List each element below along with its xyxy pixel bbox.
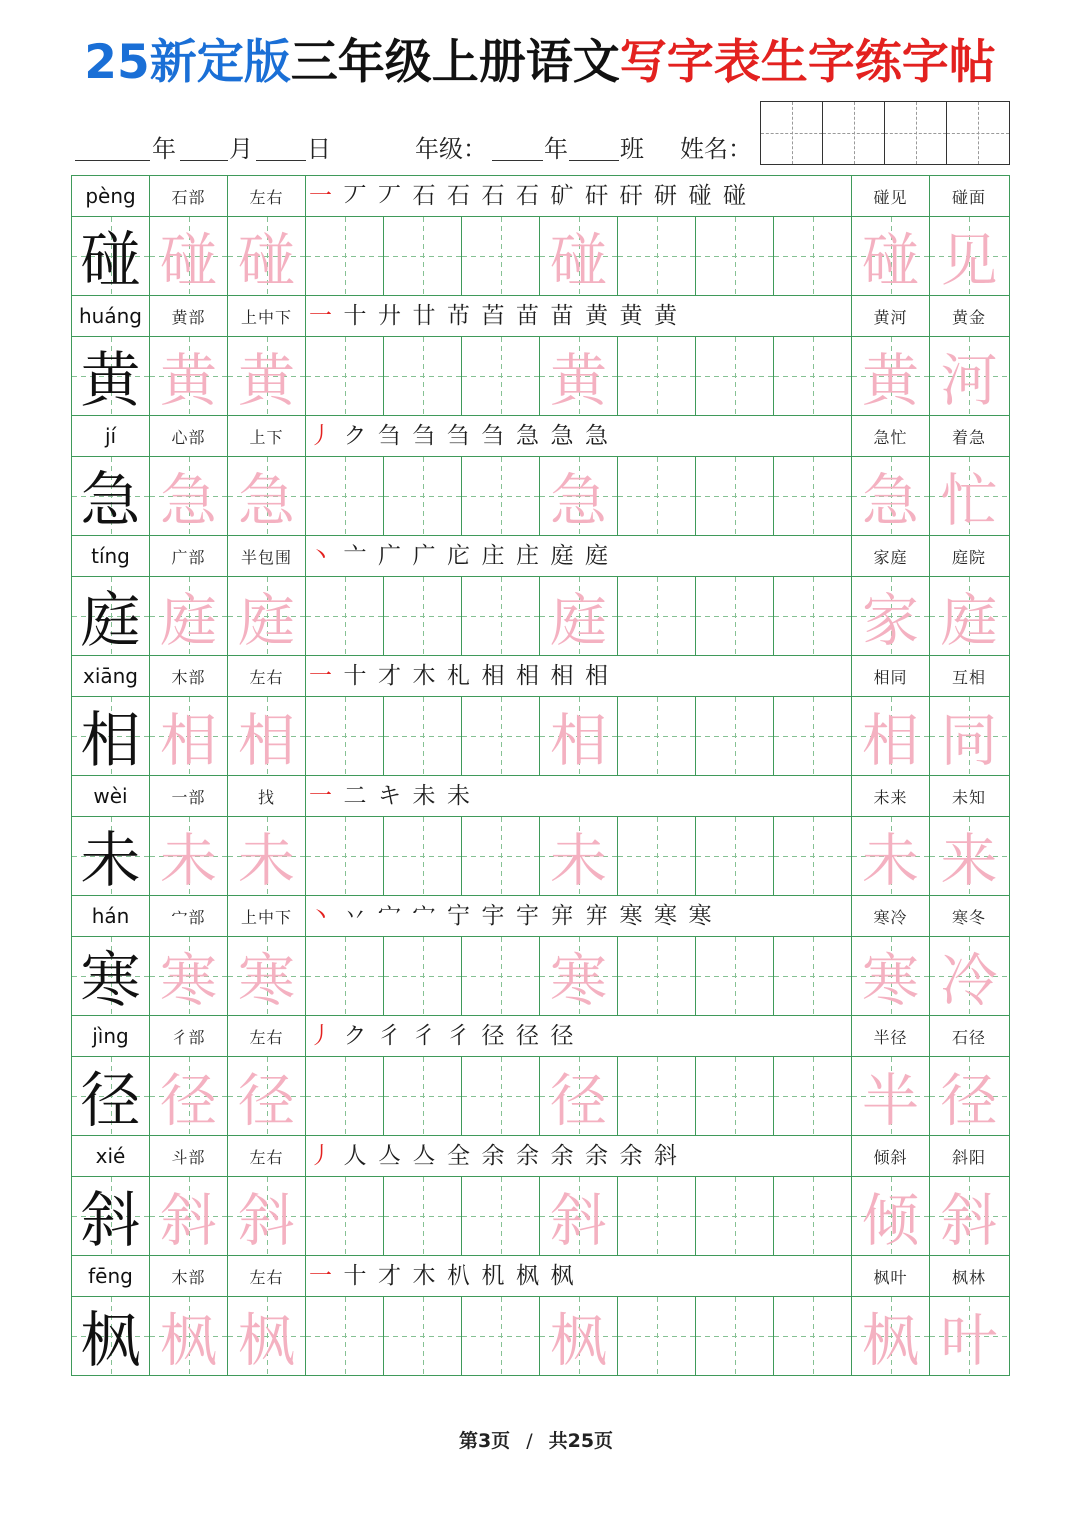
trace-character: 寒 — [150, 937, 228, 1015]
practice-cell — [618, 457, 696, 535]
practice-cell — [774, 577, 852, 655]
word-2: 寒冬 — [951, 907, 986, 927]
writing-row — [72, 1297, 1009, 1375]
character-block — [72, 1256, 1009, 1375]
model-character: 径 — [72, 1057, 150, 1135]
practice-grid — [71, 175, 1010, 1376]
trace-character: 急 — [228, 457, 306, 535]
pinyin: wèi — [72, 776, 150, 816]
practice-cell — [306, 1177, 384, 1255]
writing-row — [72, 1177, 1009, 1256]
stroke-order: 丶丷宀宀宁宇宇宑宑寒寒寒 — [306, 896, 852, 936]
trace-character: 寒 — [540, 937, 618, 1015]
trace-character: 相 — [540, 697, 618, 775]
radical: 宀部 — [150, 896, 228, 936]
practice-cell — [384, 817, 462, 895]
radical: 石部 — [150, 176, 228, 216]
stroke-order: 一二キ未未 — [306, 776, 852, 816]
structure: 左右 — [228, 1136, 306, 1176]
practice-cell — [696, 457, 774, 535]
grade-label: 年级： — [415, 135, 487, 163]
writing-row — [72, 217, 1009, 296]
trace-character: 相 — [228, 697, 306, 775]
page-footer — [0, 1429, 1072, 1453]
stroke-order: 丶亠广广庀庄庄庭庭 — [306, 536, 852, 576]
name-cell — [761, 102, 823, 164]
grade-year-label: 年 — [544, 135, 568, 163]
radical: 一部 — [150, 776, 228, 816]
word-2: 庭院 — [951, 547, 986, 567]
pinyin: tíng — [72, 536, 150, 576]
practice-cell — [618, 577, 696, 655]
radical: 木部 — [150, 656, 228, 696]
info-row — [72, 416, 1009, 457]
stroke-order: 丿ク彳彳彳径径径 — [306, 1016, 852, 1056]
trace-character: 庭 — [228, 577, 306, 655]
structure: 左右 — [228, 1016, 306, 1056]
trace-word-character: 庭 — [930, 577, 1008, 655]
practice-cell — [462, 337, 540, 415]
trace-character: 碰 — [228, 217, 306, 295]
practice-cell — [696, 1057, 774, 1135]
practice-cell — [774, 1177, 852, 1255]
model-character: 急 — [72, 457, 150, 535]
trace-character: 枫 — [150, 1297, 228, 1375]
character-block — [72, 896, 1009, 1016]
writing-row — [72, 577, 1009, 656]
trace-word-character: 黄 — [852, 337, 930, 415]
practice-cell — [462, 1297, 540, 1375]
pinyin: jìng — [72, 1016, 150, 1056]
practice-cell — [306, 817, 384, 895]
model-character: 黄 — [72, 337, 150, 415]
radical: 彳部 — [150, 1016, 228, 1056]
info-row — [72, 896, 1009, 937]
writing-row — [72, 1057, 1009, 1136]
practice-cell — [618, 1057, 696, 1135]
info-row — [72, 536, 1009, 577]
character-block — [72, 1136, 1009, 1256]
day-blank — [256, 133, 306, 161]
name-cell — [885, 102, 947, 164]
word-1: 未来 — [852, 776, 930, 816]
structure: 半包围 — [228, 536, 306, 576]
trace-character: 枫 — [540, 1297, 618, 1375]
word-1: 寒冷 — [852, 896, 930, 936]
trace-character: 枫 — [228, 1297, 306, 1375]
practice-cell — [774, 1057, 852, 1135]
character-block — [72, 296, 1009, 416]
radical: 黄部 — [150, 296, 228, 336]
word-1: 家庭 — [852, 536, 930, 576]
pinyin: xié — [72, 1136, 150, 1176]
practice-cell — [306, 937, 384, 1015]
practice-cell — [306, 1297, 384, 1375]
trace-character: 碰 — [150, 217, 228, 295]
trace-word-character: 同 — [930, 697, 1008, 775]
trace-character: 黄 — [150, 337, 228, 415]
stroke-order: 丿ク刍刍刍刍急急急 — [306, 416, 852, 456]
trace-word-character: 枫 — [852, 1297, 930, 1375]
practice-cell — [618, 697, 696, 775]
structure: 找 — [228, 776, 306, 816]
page-title — [0, 35, 1080, 91]
trace-character: 急 — [150, 457, 228, 535]
trace-character: 庭 — [540, 577, 618, 655]
practice-cell — [384, 577, 462, 655]
trace-word-character: 径 — [930, 1057, 1008, 1135]
radical: 心部 — [150, 416, 228, 456]
practice-cell — [696, 697, 774, 775]
practice-cell — [384, 337, 462, 415]
model-character: 寒 — [72, 937, 150, 1015]
word-2: 枫林 — [951, 1267, 986, 1287]
pinyin: pèng — [72, 176, 150, 216]
pinyin: huáng — [72, 296, 150, 336]
word-1: 半径 — [852, 1016, 930, 1056]
writing-row — [72, 337, 1009, 416]
structure: 左右 — [228, 656, 306, 696]
practice-cell — [306, 337, 384, 415]
info-row — [72, 1016, 1009, 1057]
trace-word-character: 急 — [852, 457, 930, 535]
stroke-order: 一十才木札相相相相 — [306, 656, 852, 696]
trace-character: 径 — [150, 1057, 228, 1135]
model-character: 斜 — [72, 1177, 150, 1255]
trace-character: 寒 — [228, 937, 306, 1015]
practice-cell — [774, 217, 852, 295]
character-block — [72, 176, 1009, 296]
trace-character: 黄 — [540, 337, 618, 415]
model-character: 相 — [72, 697, 150, 775]
writing-row — [72, 937, 1009, 1016]
practice-cell — [696, 817, 774, 895]
structure: 左右 — [228, 1256, 306, 1296]
class-blank — [569, 133, 619, 161]
model-character: 未 — [72, 817, 150, 895]
title-subject: 三年级上册语文 — [290, 35, 620, 90]
info-row — [72, 656, 1009, 697]
character-block — [72, 776, 1009, 896]
trace-character: 径 — [540, 1057, 618, 1135]
word-2: 互相 — [951, 667, 986, 687]
trace-word-character: 河 — [930, 337, 1008, 415]
trace-character: 斜 — [150, 1177, 228, 1255]
structure: 上中下 — [228, 896, 306, 936]
class-label: 班 — [620, 135, 644, 163]
character-block — [72, 1016, 1009, 1136]
practice-cell — [306, 1057, 384, 1135]
trace-word-character: 家 — [852, 577, 930, 655]
model-character: 庭 — [72, 577, 150, 655]
month-blank — [180, 133, 228, 161]
trace-word-character: 斜 — [930, 1177, 1008, 1255]
trace-word-character: 相 — [852, 697, 930, 775]
trace-character: 庭 — [150, 577, 228, 655]
practice-cell — [774, 937, 852, 1015]
practice-cell — [774, 337, 852, 415]
practice-cell — [696, 1297, 774, 1375]
practice-cell — [384, 1297, 462, 1375]
trace-character: 斜 — [228, 1177, 306, 1255]
trace-character: 径 — [228, 1057, 306, 1135]
practice-cell — [774, 1297, 852, 1375]
name-writing-box — [760, 101, 1010, 165]
trace-character: 未 — [540, 817, 618, 895]
info-row — [72, 776, 1009, 817]
name-label: 姓名： — [680, 135, 752, 163]
info-line — [0, 133, 760, 165]
trace-word-character: 见 — [930, 217, 1008, 295]
practice-cell — [462, 577, 540, 655]
trace-word-character: 倾 — [852, 1177, 930, 1255]
practice-cell — [462, 697, 540, 775]
month-label: 月 — [229, 135, 253, 163]
current-page: 第3页 — [458, 1430, 511, 1452]
word-1: 相同 — [852, 656, 930, 696]
title-edition: 25新定版 — [84, 35, 291, 90]
trace-word-character: 冷 — [930, 937, 1008, 1015]
writing-row — [72, 817, 1009, 896]
word-1: 急忙 — [852, 416, 930, 456]
radical: 木部 — [150, 1256, 228, 1296]
trace-character: 未 — [150, 817, 228, 895]
stroke-order: 一十廾廿芇苩苗苗黄黄黄 — [306, 296, 852, 336]
practice-cell — [306, 697, 384, 775]
pinyin: jí — [72, 416, 150, 456]
word-1: 倾斜 — [852, 1136, 930, 1176]
trace-word-character: 叶 — [930, 1297, 1008, 1375]
practice-cell — [774, 457, 852, 535]
title-topic: 写字表生字练字帖 — [619, 35, 996, 90]
word-2: 未知 — [951, 787, 986, 807]
radical: 广部 — [150, 536, 228, 576]
trace-word-character: 碰 — [852, 217, 930, 295]
word-1: 黄河 — [852, 296, 930, 336]
info-row — [72, 176, 1009, 217]
word-2: 黄金 — [951, 307, 986, 327]
trace-character: 相 — [150, 697, 228, 775]
practice-cell — [462, 217, 540, 295]
practice-cell — [618, 817, 696, 895]
word-1: 枫叶 — [852, 1256, 930, 1296]
trace-character: 未 — [228, 817, 306, 895]
character-block — [72, 416, 1009, 536]
practice-cell — [384, 457, 462, 535]
word-2: 斜阳 — [951, 1147, 986, 1167]
practice-cell — [462, 457, 540, 535]
character-block — [72, 536, 1009, 656]
practice-cell — [462, 817, 540, 895]
word-2: 碰面 — [951, 187, 986, 207]
practice-cell — [618, 337, 696, 415]
practice-cell — [774, 697, 852, 775]
stroke-order: 一十才木朳机枫枫 — [306, 1256, 852, 1296]
word-2: 着急 — [951, 427, 986, 447]
practice-cell — [696, 937, 774, 1015]
pinyin: fēng — [72, 1256, 150, 1296]
practice-cell — [618, 1177, 696, 1255]
day-label: 日 — [307, 135, 331, 163]
trace-word-character: 半 — [852, 1057, 930, 1135]
practice-cell — [462, 1177, 540, 1255]
pinyin: xiāng — [72, 656, 150, 696]
page-separator: / — [526, 1430, 533, 1452]
practice-cell — [384, 937, 462, 1015]
word-1: 碰见 — [852, 176, 930, 216]
practice-cell — [384, 1057, 462, 1135]
practice-cell — [306, 577, 384, 655]
structure: 上中下 — [228, 296, 306, 336]
practice-cell — [462, 937, 540, 1015]
practice-cell — [384, 697, 462, 775]
practice-cell — [696, 217, 774, 295]
info-row — [72, 1256, 1009, 1297]
trace-character: 碰 — [540, 217, 618, 295]
character-block — [72, 656, 1009, 776]
practice-cell — [618, 937, 696, 1015]
practice-cell — [306, 457, 384, 535]
practice-cell — [306, 217, 384, 295]
trace-character: 黄 — [228, 337, 306, 415]
year-blank — [75, 133, 150, 161]
name-cell — [823, 102, 885, 164]
practice-cell — [618, 217, 696, 295]
model-character: 碰 — [72, 217, 150, 295]
stroke-order: 丿人亼亼全余余余余余斜 — [306, 1136, 852, 1176]
trace-character: 斜 — [540, 1177, 618, 1255]
practice-cell — [774, 817, 852, 895]
writing-row — [72, 457, 1009, 536]
radical: 斗部 — [150, 1136, 228, 1176]
trace-word-character: 寒 — [852, 937, 930, 1015]
practice-cell — [618, 1297, 696, 1375]
grade-year-blank — [492, 133, 543, 161]
year-label: 年 — [152, 135, 176, 163]
pinyin: hán — [72, 896, 150, 936]
trace-word-character: 来 — [930, 817, 1008, 895]
practice-cell — [696, 1177, 774, 1255]
practice-cell — [384, 217, 462, 295]
practice-cell — [384, 1177, 462, 1255]
info-row — [72, 296, 1009, 337]
total-pages: 共25页 — [548, 1430, 614, 1452]
trace-word-character: 忙 — [930, 457, 1008, 535]
info-row — [72, 1136, 1009, 1177]
structure: 左右 — [228, 176, 306, 216]
structure: 上下 — [228, 416, 306, 456]
model-character: 枫 — [72, 1297, 150, 1375]
trace-character: 急 — [540, 457, 618, 535]
practice-cell — [462, 1057, 540, 1135]
practice-cell — [696, 337, 774, 415]
word-2: 石径 — [951, 1027, 986, 1047]
trace-word-character: 未 — [852, 817, 930, 895]
writing-row — [72, 697, 1009, 776]
stroke-order: 一丆丆石石石石矿矸矸研碰碰 — [306, 176, 852, 216]
name-cell — [947, 102, 1009, 164]
practice-cell — [696, 577, 774, 655]
